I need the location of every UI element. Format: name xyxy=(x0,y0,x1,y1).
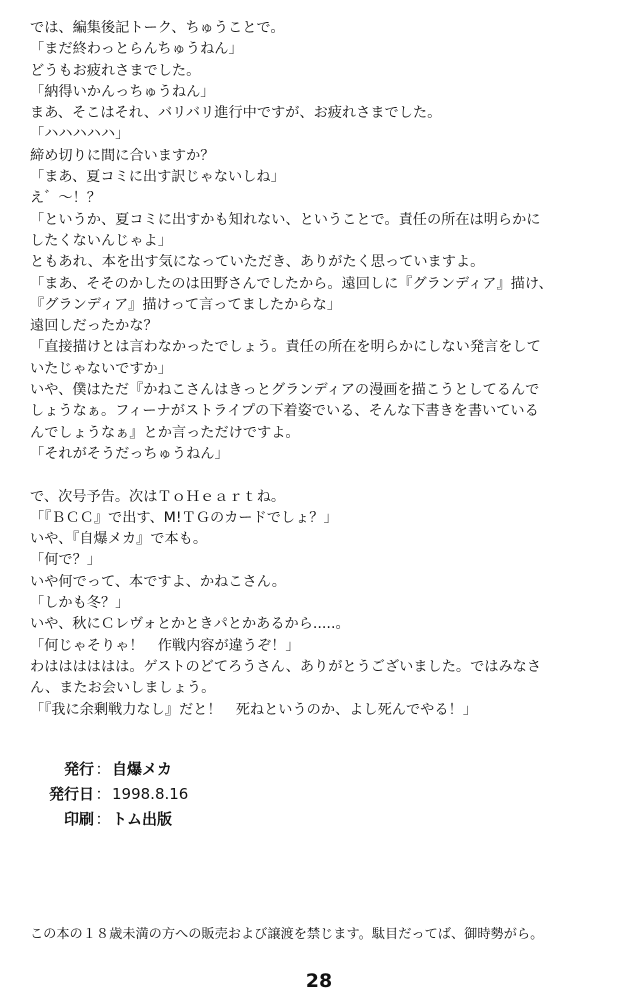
text-line: では、編集後記トーク、ちゅうことで。 xyxy=(30,20,285,36)
text-line: 「まあ、夏コミに出す訳じゃないしね」 xyxy=(30,169,285,186)
colophon xyxy=(30,757,188,832)
text-line: いや何でって、本ですよ、かねこさん。 xyxy=(30,573,286,590)
date-label: 発行日 xyxy=(48,785,94,803)
publisher-separator: ： xyxy=(95,760,111,778)
text-line: 「まだ終わっとらんちゅうねん」 xyxy=(30,41,243,58)
text-line: 「直接描けとは言わなかったでしょう。責任の所在を明らかにしない発言をして xyxy=(30,339,541,356)
text-line: 『グランディア』描けって言ってましたからな」 xyxy=(30,296,341,313)
text-line: どうもお疲れさまでした。 xyxy=(30,62,201,79)
text-line: 締め切りに間に合いますか？ xyxy=(30,147,215,164)
text-line: わはははははは。ゲストのどてろうさん、ありがとうございました。ではみなさ xyxy=(30,658,542,675)
date-separator: ： xyxy=(95,785,111,803)
text-line: 遠回しだったかな？ xyxy=(30,318,158,335)
text-line: 「『ＢＣＣ』で出す、M!ＴＧのカードでしょ？」 xyxy=(30,509,338,526)
text-line: したくないんじゃよ」 xyxy=(30,232,172,249)
text-line: 「『我に余剰戦力なし』だと！ 死ねというのか、よし死んでやる！」 xyxy=(30,701,477,718)
text-line: いたじゃないですか」 xyxy=(30,360,172,377)
age-restriction-notice: この本の１８歳未満の方への販売および譲渡を禁じます。駄目だってば、御時勢がら。 xyxy=(30,927,544,942)
text-line: ん、またお会いしましょう。 xyxy=(30,680,216,697)
text-line: 「何じゃそりゃ！ 作戦内容が違うぞ！」 xyxy=(30,637,300,654)
text-line: 「しかも冬？」 xyxy=(30,595,130,612)
text-line: 「というか、夏コミに出すかも知れない、ということで。責任の所在は明らかに xyxy=(30,211,541,228)
blank-line xyxy=(30,465,615,486)
date-value: 1998.8.16 xyxy=(112,785,189,803)
text-line: で、次号予告。次はＴｏＨｅａｒｔね。 xyxy=(30,488,286,505)
text-line: いや、僕はただ『かねこさんはきっとグランディアの漫画を描こうとしてるんで xyxy=(30,382,540,399)
colophon-publisher-row xyxy=(30,757,188,782)
text-line: 「それがそうだっちゅうねん」 xyxy=(30,445,229,462)
text-line: しょうなぁ。フィーナがストライプの下着姿でいる、そんな下書きを書いている xyxy=(30,403,539,420)
text-line: 「まあ、そそのかしたのは田野さんでしたから。遠回しに『グランディア』描け、 xyxy=(30,275,553,292)
text-line: んでしょうなぁ』とか言っただけですよ。 xyxy=(30,424,300,441)
text-line: いや、『自爆メカ』で本も。 xyxy=(30,531,208,548)
afterword-text xyxy=(30,18,615,721)
text-line: まあ、そこはそれ、バリバリ進行中ですが、お疲れさまでした。 xyxy=(30,105,442,122)
text-line: え゛～！？ xyxy=(30,190,101,207)
text-line: いや、秋にＣレヴォとかときパとかあるから.....。 xyxy=(30,616,350,633)
publisher-label: 発行 xyxy=(63,760,94,778)
text-line: 「納得いかんっちゅうねん」 xyxy=(30,83,215,100)
printer-label: 印刷 xyxy=(63,810,94,828)
colophon-date-row xyxy=(30,782,188,807)
text-line: ともあれ、本を出す気になっていただき、ありがたく思っていますよ。 xyxy=(30,254,485,271)
printer-separator: ： xyxy=(95,810,111,828)
text-line: 「ハハハハハ」 xyxy=(30,126,130,143)
publisher-value: 自爆メカ xyxy=(112,760,173,778)
text-line: 「何で？」 xyxy=(30,552,101,569)
printer-value: トム出版 xyxy=(112,810,173,828)
colophon-printer-row xyxy=(30,807,188,832)
page-number: 28 xyxy=(305,970,333,992)
